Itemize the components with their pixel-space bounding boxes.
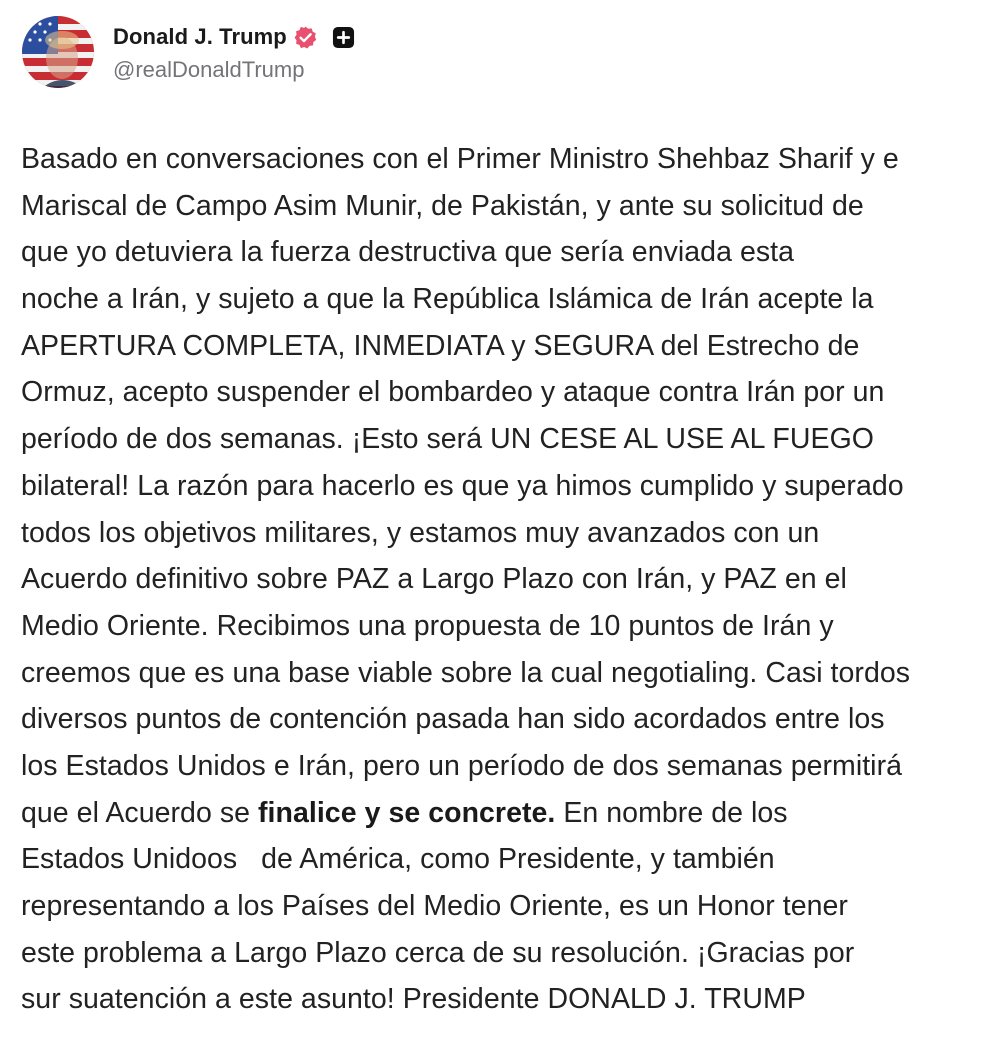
post-line-11: Medio Oriente. Recibimos una propuesta de 10 puntos de Irán y: [21, 609, 834, 642]
post-line-19: sur suatención a este asunto! Presidente DONALD J. TRUMP: [21, 983, 806, 1016]
post-line-9: todos los objetivos militares, y estamos muy avanzados con un: [21, 516, 820, 549]
post-line-7: período de dos semanas. ¡Esto será UN CESE AL USE AL FUEGO: [21, 423, 875, 456]
name-row: [113, 21, 355, 53]
post-line-15-emphasis: finalice y se concrete.: [258, 796, 556, 829]
post-line-8: bilateral! La razón para hacerlo es que ya himos cumplido y superado: [21, 469, 904, 502]
post-body: [21, 136, 992, 1023]
post-line-17: representando a los Países del Medio Oriente, es un Honor tener: [21, 890, 848, 922]
author-identity: [113, 21, 355, 83]
plus-square-icon[interactable]: [332, 26, 355, 49]
post-line-15-end: En nombre de los: [555, 796, 788, 829]
post-line-15-start: que el Acuerdo se: [21, 796, 258, 829]
post-line-13: diversos puntos de contención pasada han sido acordados entre los: [21, 703, 885, 736]
display-name[interactable]: Donald J. Trump: [113, 24, 287, 49]
post-line-12: creemos que es una base viable sobre la cual negotialing. Casi tordos: [21, 656, 911, 689]
post-line-3: que yo detuviera la fuerza destructiva que sería enviada esta: [21, 236, 795, 269]
post-line-16: Estados Unidoos de América, como Presidente, y también: [21, 843, 775, 876]
post-line-2: Mariscal de Campo Asim Munir, de Pakistán, y ante su solicitud de: [21, 189, 864, 222]
avatar[interactable]: [22, 16, 94, 88]
post-line-18: este problema a Largo Plazo cerca de su resolución. ¡Gracias por: [21, 936, 855, 969]
post-line-15: [21, 790, 992, 837]
post-line-5: APERTURA COMPLETA, INMEDIATA y SEGURA del Estrecho de: [21, 329, 860, 362]
post-line-6: Ormuz, acepto suspender el bombardeo y ataque contra Irán por un: [21, 376, 885, 409]
post-line-10: Acuerdo definitivo sobre PAZ a Largo Plazo con Irán, y PAZ en el: [21, 563, 847, 596]
verified-badge-icon: [293, 25, 318, 50]
post-line-4: noche a Irán, y sujeto a que la República Islámica de Irán acepte la: [21, 283, 874, 316]
handle[interactable]: @realDonaldTrump: [113, 57, 305, 82]
post-line-14: los Estados Unidos e Irán, pero un período de dos semanas permitirá: [21, 749, 903, 782]
post-line-1: Basado en conversaciones con el Primer Ministro Shehbaz Sharif y e: [21, 143, 899, 175]
post-header: [22, 15, 355, 89]
